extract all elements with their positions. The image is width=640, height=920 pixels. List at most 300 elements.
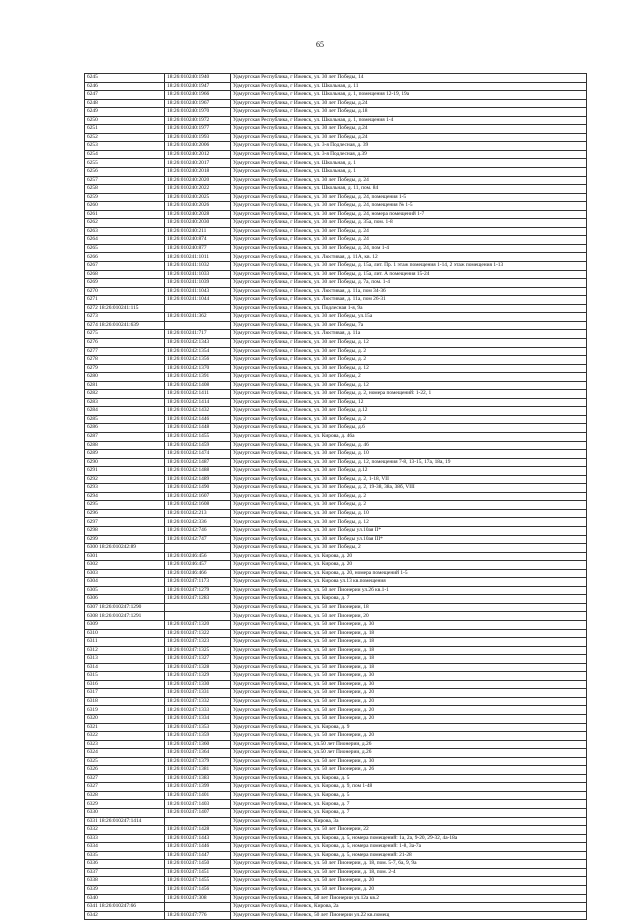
row-number-and-land-cadastral-cell	[85, 373, 165, 382]
row-number: 6317	[87, 689, 98, 696]
row-number: 6294	[87, 492, 98, 499]
building-cadastral-number	[165, 321, 231, 330]
row-number-and-land-cadastral-cell	[85, 390, 165, 399]
building-cadastral-number: 18:26:010242:1489	[165, 475, 231, 484]
row-number-and-land-cadastral-cell	[85, 766, 165, 775]
row-number-and-land-cadastral-cell	[85, 526, 165, 535]
table-row	[85, 885, 587, 894]
table-row	[85, 185, 587, 194]
building-cadastral-number: 18:26:010247:1399	[165, 783, 231, 792]
table-row	[85, 244, 587, 253]
building-cadastral-number: 18:26:010241:1032	[165, 262, 231, 271]
building-cadastral-number: 18:26:010240:1947	[165, 82, 231, 91]
row-number-and-land-cadastral-cell	[85, 347, 165, 356]
address-cell: Удмуртская Республика, г Ижевск, ул. 30 лет Победы, д. 15а, лит. Пр. 1 этаж помещения 1-14, 2 этаж помещения 1-13	[231, 262, 587, 271]
address-cell: Удмуртская Республика, г Ижевск, ул. 30 лет Победы, ул.15а	[231, 313, 587, 322]
address-cell: Удмуртская Республика, г Ижевск, ул. 30 лет Победы, д.24	[231, 133, 587, 142]
table-row	[85, 150, 587, 159]
row-number: 6301	[87, 552, 98, 559]
row-number-and-land-cadastral-cell	[85, 236, 165, 245]
table-row	[85, 236, 587, 245]
address-cell: Удмуртская Республика, г Ижевск, ул. Люстивая, д. 11а, пом 26-31	[231, 296, 587, 305]
address-cell: Удмуртская Республика, г Ижевск, ул. Кирова, д. 9	[231, 723, 587, 732]
address-cell: Удмуртская Республика, г Ижевск, ул. Подлесная 1-я, 9а	[231, 304, 587, 313]
building-cadastral-number	[165, 903, 231, 912]
address-cell: Удмуртская Республика, г Ижевск, 50 лет Пионерии ул.22 кв.помещ	[231, 911, 587, 920]
address-cell: Удмуртская Республика, г Ижевск, ул. 30 лет Победы, д. 2, 19-38, 38а, 38б, VIII	[231, 484, 587, 493]
table-row	[85, 561, 587, 570]
table-row	[85, 595, 587, 604]
table-row	[85, 467, 587, 476]
address-cell: Удмуртская Республика, г Ижевск, ул. 30 лет Победы, д. 2	[231, 347, 587, 356]
building-cadastral-number: 18:26:010247:1325	[165, 646, 231, 655]
row-number: 6254	[87, 150, 98, 157]
building-cadastral-number: 18:26:010240:1966	[165, 91, 231, 100]
table-row	[85, 296, 587, 305]
address-cell: Удмуртская Республика, г Ижевск, ул. Школьная, д. 1	[231, 168, 587, 177]
building-cadastral-number: 18:26:010240:2022	[165, 185, 231, 194]
table-row	[85, 219, 587, 228]
row-number-and-land-cadastral-cell	[85, 185, 165, 194]
row-number: 6284	[87, 407, 98, 414]
address-cell: Удмуртская Республика, г Ижевск, ул. 30 лет Победы ул.10ая III*	[231, 535, 587, 544]
row-number-and-land-cadastral-cell	[85, 501, 165, 510]
building-cadastral-number: 18:26:010240:2018	[165, 168, 231, 177]
building-cadastral-number: 18:26:010242:1354	[165, 347, 231, 356]
row-number: 6336	[87, 860, 98, 867]
table-row	[85, 843, 587, 852]
row-number-and-land-cadastral-cell	[85, 877, 165, 886]
row-number-and-land-cadastral-cell	[85, 629, 165, 638]
table-row	[85, 783, 587, 792]
building-cadastral-number: 18:26:010247:1407	[165, 809, 231, 818]
row-number-and-land-cadastral-cell	[85, 227, 165, 236]
row-number-and-land-cadastral-cell	[85, 432, 165, 441]
address-cell: Удмуртская Республика, г Ижевск, ул. 50 лет Пионерии, д. 18	[231, 629, 587, 638]
table-row	[85, 133, 587, 142]
row-number: 6286	[87, 424, 98, 431]
table-row	[85, 809, 587, 818]
table-row	[85, 757, 587, 766]
row-number-and-land-cadastral-cell	[85, 535, 165, 544]
row-number: 6326	[87, 766, 98, 773]
row-number-and-land-cadastral-cell	[85, 244, 165, 253]
building-cadastral-number: 18:26:010242:1370	[165, 364, 231, 373]
building-cadastral-number: 18:26:010240:874	[165, 236, 231, 245]
row-number-and-land-cadastral-cell	[85, 364, 165, 373]
table-row	[85, 672, 587, 681]
address-cell: Удмуртская Республика, г Ижевск, 50 лет Пионерии ул.12а кв.2	[231, 894, 587, 903]
row-number: 6295	[87, 501, 98, 508]
address-cell: Удмуртская Республика, г Ижевск, ул. 30 лет Победы, д.24	[231, 125, 587, 134]
table-row	[85, 168, 587, 177]
address-cell: Удмуртская Республика, г Ижевск, ул. 30 лет Победы, д. 12	[231, 518, 587, 527]
row-number-and-land-cadastral-cell	[85, 133, 165, 142]
land-cadastral-number: 18:26:010247:66	[97, 903, 136, 910]
address-cell: Удмуртская Республика, г Ижевск, ул. 30 лет Победы, д. 2	[231, 501, 587, 510]
building-cadastral-number: 18:26:010242:213	[165, 509, 231, 518]
row-number: 6341	[87, 903, 98, 910]
row-number: 6275	[87, 330, 98, 337]
building-cadastral-number: 18:26:010247:1401	[165, 791, 231, 800]
row-number: 6289	[87, 450, 98, 457]
row-number-and-land-cadastral-cell	[85, 552, 165, 561]
table-row	[85, 253, 587, 262]
table-row	[85, 834, 587, 843]
row-number-and-land-cadastral-cell	[85, 749, 165, 758]
row-number-and-land-cadastral-cell	[85, 424, 165, 433]
address-cell: Удмуртская Республика, г Ижевск, ул. 30 лет Победы, д. 12	[231, 338, 587, 347]
building-cadastral-number: 18:26:010247:1359	[165, 732, 231, 741]
address-cell: Удмуртская Республика, г Ижевск, ул. 30 лет Победы, д. 24	[231, 227, 587, 236]
building-cadastral-number: 18:26:010246:456	[165, 552, 231, 561]
table-row	[85, 262, 587, 271]
row-number: 6262	[87, 219, 98, 226]
row-number-and-land-cadastral-cell	[85, 885, 165, 894]
row-number-and-land-cadastral-cell	[85, 826, 165, 835]
row-number-and-land-cadastral-cell	[85, 381, 165, 390]
row-number: 6304	[87, 578, 98, 585]
land-cadastral-number: 18:26:010242:89	[97, 544, 136, 551]
address-cell: Удмуртская Республика, г Ижевск, ул. 50 лет Пионерии, д. 20	[231, 706, 587, 715]
address-cell: Удмуртская Республика, г Ижевск, ул. 30 лет Победы, д.6	[231, 424, 587, 433]
row-number: 6321	[87, 723, 98, 730]
table-row	[85, 227, 587, 236]
table-row	[85, 911, 587, 920]
building-cadastral-number: 18:26:010241:1033	[165, 270, 231, 279]
table-row	[85, 159, 587, 168]
table-row	[85, 791, 587, 800]
address-cell: Удмуртская Республика, г Ижевск, ул. 30 лет Победы, 2	[231, 373, 587, 382]
building-cadastral-number: 18:26:010247:1331	[165, 689, 231, 698]
building-cadastral-number: 18:26:010242:1411	[165, 390, 231, 399]
row-number-and-land-cadastral-cell	[85, 800, 165, 809]
address-cell: Удмуртская Республика, г Ижевск, ул. Школьная, д. 11, пом. 84	[231, 185, 587, 194]
address-cell: Удмуртская Республика, г Ижевск, ул.50 лет Пионерии, д.26	[231, 749, 587, 758]
table-row	[85, 424, 587, 433]
building-cadastral-number: 18:26:010247:1327	[165, 655, 231, 664]
building-cadastral-number: 18:26:010240:1993	[165, 133, 231, 142]
table-row	[85, 877, 587, 886]
row-number: 6293	[87, 484, 98, 491]
table-row	[85, 356, 587, 365]
table-row	[85, 621, 587, 630]
row-number: 6334	[87, 843, 98, 850]
row-number-and-land-cadastral-cell	[85, 732, 165, 741]
address-cell: Удмуртская Республика, г Ижевск, ул. 50 лет Пионерии, д. 30	[231, 680, 587, 689]
row-number-and-land-cadastral-cell	[85, 296, 165, 305]
table-row	[85, 193, 587, 202]
row-number-and-land-cadastral-cell	[85, 176, 165, 185]
row-number: 6269	[87, 279, 98, 286]
row-number: 6288	[87, 441, 98, 448]
land-cadastral-number: 18:26:010247:1414	[97, 817, 142, 824]
row-number-and-land-cadastral-cell	[85, 612, 165, 621]
row-number: 6327	[87, 783, 98, 790]
row-number: 6328	[87, 792, 98, 798]
table-row	[85, 868, 587, 877]
table-row	[85, 800, 587, 809]
row-number: 6318	[87, 697, 98, 704]
row-number: 6273	[87, 313, 98, 320]
address-cell: Удмуртская Республика, г Ижевск, ул.50 лет Пионерии, д.26	[231, 740, 587, 749]
building-cadastral-number: 18:26:010247:1443	[165, 834, 231, 843]
row-number: 6278	[87, 356, 98, 363]
address-cell: Удмуртская Республика, г Ижевск, ул. Школьная, д. 11	[231, 82, 587, 91]
address-cell: Удмуртская Республика, г Ижевск, ул. Кирова, д. 5, номера помещений: 1-8, 3а-7а	[231, 843, 587, 852]
address-cell: Удмуртская Республика, г Ижевск, ул. 50 лет Пионерии, д. 30	[231, 757, 587, 766]
table-row	[85, 91, 587, 100]
row-number: 6313	[87, 655, 98, 662]
table-row	[85, 364, 587, 373]
building-cadastral-number: 18:26:010240:1970	[165, 108, 231, 117]
address-cell: Удмуртская Республика, г Ижевск, ул. Кирова, д. 20, номера помещений 1-5	[231, 569, 587, 578]
row-number-and-land-cadastral-cell	[85, 903, 165, 912]
building-cadastral-number: 18:26:010240:1977	[165, 125, 231, 134]
table-row	[85, 142, 587, 151]
row-number: 6261	[87, 210, 98, 217]
page-number: 65	[316, 40, 324, 49]
row-number-and-land-cadastral-cell	[85, 74, 165, 83]
building-cadastral-number: 18:26:010242:747	[165, 535, 231, 544]
table-row	[85, 535, 587, 544]
table-row	[85, 749, 587, 758]
address-cell: Удмуртская Республика, г Ижевск, ул. 30 лет Победы, д. 10	[231, 450, 587, 459]
building-cadastral-number: 18:26:010247:1360	[165, 740, 231, 749]
row-number-and-land-cadastral-cell	[85, 253, 165, 262]
address-cell: Удмуртская Республика, г Ижевск, ул. 50 лет Пионерии, д. 18, пом. 5-7, 6а, 9, 9а	[231, 860, 587, 869]
address-cell: Удмуртская Республика, г Ижевск, ул. 50 лет Пионерии, д. 20	[231, 697, 587, 706]
building-cadastral-number: 18:26:010242:1474	[165, 450, 231, 459]
row-number: 6314	[87, 663, 98, 670]
building-cadastral-number	[165, 544, 231, 553]
address-cell: Удмуртская Республика, г Ижевск, ул. Школьная, д. 1, помещения 12-19, 19а	[231, 91, 587, 100]
address-cell: Удмуртская Республика, г Ижевск, ул. 30 лет Победы, 7а	[231, 321, 587, 330]
row-number-and-land-cadastral-cell	[85, 313, 165, 322]
row-number: 6323	[87, 740, 98, 747]
row-number-and-land-cadastral-cell	[85, 509, 165, 518]
row-number: 6282	[87, 390, 98, 397]
table-row	[85, 484, 587, 493]
address-cell: Удмуртская Республика, г Ижевск, ул. 50 лет Пионерии, д. 18	[231, 663, 587, 672]
row-number-and-land-cadastral-cell	[85, 168, 165, 177]
building-cadastral-number: 18:26:010247:1364	[165, 749, 231, 758]
row-number: 6296	[87, 509, 98, 516]
address-cell: Удмуртская Республика, г Ижевск, ул. 3-я Подлесная, д.39	[231, 150, 587, 159]
table-row	[85, 774, 587, 783]
table-row	[85, 99, 587, 108]
building-cadastral-number: 18:26:010242:1414	[165, 398, 231, 407]
address-cell: Удмуртская Республика, г Ижевск, ул. Кирова, д. 7	[231, 800, 587, 809]
row-number: 6312	[87, 646, 98, 653]
building-cadastral-number: 18:26:010241:1044	[165, 296, 231, 305]
address-cell: Удмуртская Республика, г Ижевск, ул. 30 лет Победы, д. 24, пом 1-4	[231, 244, 587, 253]
address-cell: Удмуртская Республика, г Ижевск, ул. 30 лет Победы, 2	[231, 544, 587, 553]
row-number: 6331	[87, 817, 98, 824]
building-cadastral-number: 18:26:010246:466	[165, 569, 231, 578]
row-number: 6333	[87, 834, 98, 841]
row-number: 6322	[87, 732, 98, 739]
row-number-and-land-cadastral-cell	[85, 663, 165, 672]
table-row	[85, 569, 587, 578]
address-cell: Удмуртская Республика, г Ижевск, ул. 50 лет Пионерии, д. 18	[231, 638, 587, 647]
table-row	[85, 407, 587, 416]
row-number: 6276	[87, 339, 98, 346]
address-cell: Удмуртская Республика, г Ижевск, ул. 50 лет Пионерии, 18	[231, 603, 587, 612]
building-cadastral-number: 18:26:010242:1490	[165, 484, 231, 493]
row-number: 6319	[87, 706, 98, 713]
row-number-and-land-cadastral-cell	[85, 142, 165, 151]
row-number-and-land-cadastral-cell	[85, 843, 165, 852]
row-number: 6287	[87, 433, 98, 440]
address-cell: Удмуртская Республика, г Ижевск, ул. 50 лет Пионерии ул.26 кв.1-1	[231, 586, 587, 595]
row-number-and-land-cadastral-cell	[85, 407, 165, 416]
building-cadastral-number: 18:26:010247:1322	[165, 629, 231, 638]
row-number: 6299	[87, 535, 98, 542]
table-row	[85, 629, 587, 638]
building-cadastral-number: 18:26:010247:1323	[165, 638, 231, 647]
address-cell: Удмуртская Республика, г Ижевск, ул. 30 лет Победы, д.18	[231, 108, 587, 117]
row-number: 6298	[87, 527, 98, 534]
address-cell: Удмуртская Республика, г Ижевск, ул. Кирова, д. 7	[231, 595, 587, 604]
table-row	[85, 509, 587, 518]
address-cell: Удмуртская Республика, г Ижевск, ул. Кирова, д. 20	[231, 552, 587, 561]
address-cell: Удмуртская Республика, г Ижевск, ул. 50 лет Пионерии, д. 20	[231, 689, 587, 698]
building-cadastral-number: 18:26:010242:1391	[165, 373, 231, 382]
building-cadastral-number: 18:26:010242:1488	[165, 467, 231, 476]
address-cell: Удмуртская Республика, г Ижевск, ул. 50 лет Пионерии, д. 30	[231, 672, 587, 681]
table-row	[85, 176, 587, 185]
row-number-and-land-cadastral-cell	[85, 672, 165, 681]
row-number: 6253	[87, 142, 98, 149]
row-number-and-land-cadastral-cell	[85, 330, 165, 339]
address-cell: Удмуртская Республика, г Ижевск, ул. 50 лет Пионерии, д. 26	[231, 766, 587, 775]
row-number-and-land-cadastral-cell	[85, 561, 165, 570]
row-number: 6308	[87, 612, 98, 619]
building-cadastral-number: 18:26:010241:717	[165, 330, 231, 339]
building-cadastral-number: 18:26:010247:1320	[165, 621, 231, 630]
building-cadastral-number: 18:26:010247:1428	[165, 826, 231, 835]
building-cadastral-number: 18:26:010240:211	[165, 227, 231, 236]
table-row	[85, 338, 587, 347]
building-cadastral-number: 18:26:010242:746	[165, 526, 231, 535]
building-cadastral-number: 18:26:010247:1456	[165, 885, 231, 894]
address-cell: Удмуртская Республика, г Ижевск, ул. 30 лет Победы ул.10ая II*	[231, 526, 587, 535]
row-number-and-land-cadastral-cell	[85, 894, 165, 903]
table-row	[85, 321, 587, 330]
building-cadastral-number: 18:26:010247:308	[165, 894, 231, 903]
building-cadastral-number: 18:26:010241:1011	[165, 253, 231, 262]
address-cell: Удмуртская Республика, г Ижевск, ул. 50 лет Пионерии, д. 20	[231, 732, 587, 741]
table-row	[85, 501, 587, 510]
building-cadastral-number: 18:26:010240:1972	[165, 116, 231, 125]
table-row	[85, 398, 587, 407]
address-cell: Удмуртская Республика, г Ижевск, ул. 50 лет Пионерии, д. 18	[231, 655, 587, 664]
building-cadastral-number: 18:26:010242:1446	[165, 415, 231, 424]
building-cadastral-number: 18:26:010247:1283	[165, 595, 231, 604]
row-number: 6268	[87, 270, 98, 277]
table-row	[85, 851, 587, 860]
row-number: 6248	[87, 99, 98, 106]
row-number-and-land-cadastral-cell	[85, 458, 165, 467]
address-cell: Удмуртская Республика, г Ижевск, ул. Люстивая, д. 11а, пом 34-36	[231, 287, 587, 296]
address-cell: Удмуртская Республика, г Ижевск, Кирова, 2а	[231, 903, 587, 912]
address-cell: Удмуртская Республика, г Ижевск, ул. Кирова, д. 7	[231, 809, 587, 818]
building-cadastral-number: 18:26:010247:1381	[165, 766, 231, 775]
address-cell: Удмуртская Республика, г Ижевск, ул. 50 лет Пионерии, 22	[231, 826, 587, 835]
building-cadastral-number	[165, 304, 231, 313]
row-number-and-land-cadastral-cell	[85, 518, 165, 527]
row-number: 6281	[87, 381, 98, 388]
row-number-and-land-cadastral-cell	[85, 475, 165, 484]
row-number-and-land-cadastral-cell	[85, 398, 165, 407]
address-cell: Удмуртская Республика, г Ижевск, ул. 50 лет Пионерии, д. 20	[231, 877, 587, 886]
building-cadastral-number: 18:26:010247:1447	[165, 851, 231, 860]
row-number-and-land-cadastral-cell	[85, 338, 165, 347]
address-cell: Удмуртская Республика, г Ижевск, ул. 30 лет Победы, д. 12, помещения 7-8, 13-15, 17а, 18а, 19	[231, 458, 587, 467]
row-number-and-land-cadastral-cell	[85, 809, 165, 818]
row-number: 6272	[87, 304, 98, 311]
table-row	[85, 313, 587, 322]
building-cadastral-number: 18:26:010240:2025	[165, 193, 231, 202]
row-number: 6332	[87, 826, 98, 833]
row-number: 6306	[87, 595, 98, 602]
building-cadastral-number: 18:26:010242:1356	[165, 356, 231, 365]
address-cell: Удмуртская Республика, г Ижевск, ул. 30 лет Победы, д. 2	[231, 356, 587, 365]
table-row	[85, 612, 587, 621]
table-row	[85, 304, 587, 313]
address-cell: Удмуртская Республика, г Ижевск, ул. Кирова, д. 5, номера помещений: 1а, 2а, 9-20, 29-32, 4а-18а	[231, 834, 587, 843]
address-cell: Удмуртская Республика, г Ижевск, ул. 30 лет Победы, д.12	[231, 407, 587, 416]
building-cadastral-number: 18:26:010240:1940	[165, 74, 231, 83]
address-cell: Удмуртская Республика, г Ижевск, ул. 30 лет Победы, д. 10	[231, 509, 587, 518]
address-cell: Удмуртская Республика, г Ижевск, ул. 50 лет Пионерии, д. 30	[231, 621, 587, 630]
building-cadastral-number: 18:26:010246:457	[165, 561, 231, 570]
building-cadastral-number	[165, 612, 231, 621]
row-number-and-land-cadastral-cell	[85, 193, 165, 202]
table-row	[85, 766, 587, 775]
row-number-and-land-cadastral-cell	[85, 603, 165, 612]
row-number: 6311	[87, 638, 98, 645]
table-row	[85, 330, 587, 339]
row-number-and-land-cadastral-cell	[85, 544, 165, 553]
table-row	[85, 544, 587, 553]
row-number-and-land-cadastral-cell	[85, 621, 165, 630]
building-cadastral-number: 18:26:010247:1334	[165, 715, 231, 724]
building-cadastral-number: 18:26:010240:877	[165, 244, 231, 253]
address-cell: Удмуртская Республика, г Ижевск, ул. 50 лет Пионерии, д. 20	[231, 715, 587, 724]
address-cell: Удмуртская Республика, г Ижевск, ул. 50 лет Пионерии, д. 20	[231, 885, 587, 894]
address-cell: Удмуртская Республика, г Ижевск, ул. Люстивая, д. 11а	[231, 330, 587, 339]
address-cell: Удмуртская Республика, г Ижевск, ул. 30 лет Победы, д. 35а, пом. 1-8	[231, 219, 587, 228]
row-number-and-land-cadastral-cell	[85, 783, 165, 792]
table-row	[85, 646, 587, 655]
address-cell: Удмуртская Республика, г Ижевск, Кирова, 3а	[231, 817, 587, 826]
address-cell: Удмуртская Республика, г Ижевск, ул. Школьная, д. 1, помещения 1-4	[231, 116, 587, 125]
building-cadastral-number: 18:26:010247:1446	[165, 843, 231, 852]
row-number-and-land-cadastral-cell	[85, 82, 165, 91]
address-cell: Удмуртская Республика, г Ижевск, ул. Школьная, д. 1	[231, 159, 587, 168]
table-row	[85, 518, 587, 527]
address-cell: Удмуртская Республика, г Ижевск, ул. 30 лет Победы, д. 2, номера помещений: 1-22, 1	[231, 390, 587, 399]
row-number: 6274	[87, 321, 98, 328]
row-number: 6283	[87, 398, 98, 405]
row-number-and-land-cadastral-cell	[85, 450, 165, 459]
address-cell: Удмуртская Республика, г Ижевск, ул. Кирова, д. 20	[231, 561, 587, 570]
address-cell: Удмуртская Республика, г Ижевск, ул. Кирова, д. 9, пом 1-48	[231, 783, 587, 792]
row-number: 6305	[87, 586, 98, 593]
table-row	[85, 638, 587, 647]
